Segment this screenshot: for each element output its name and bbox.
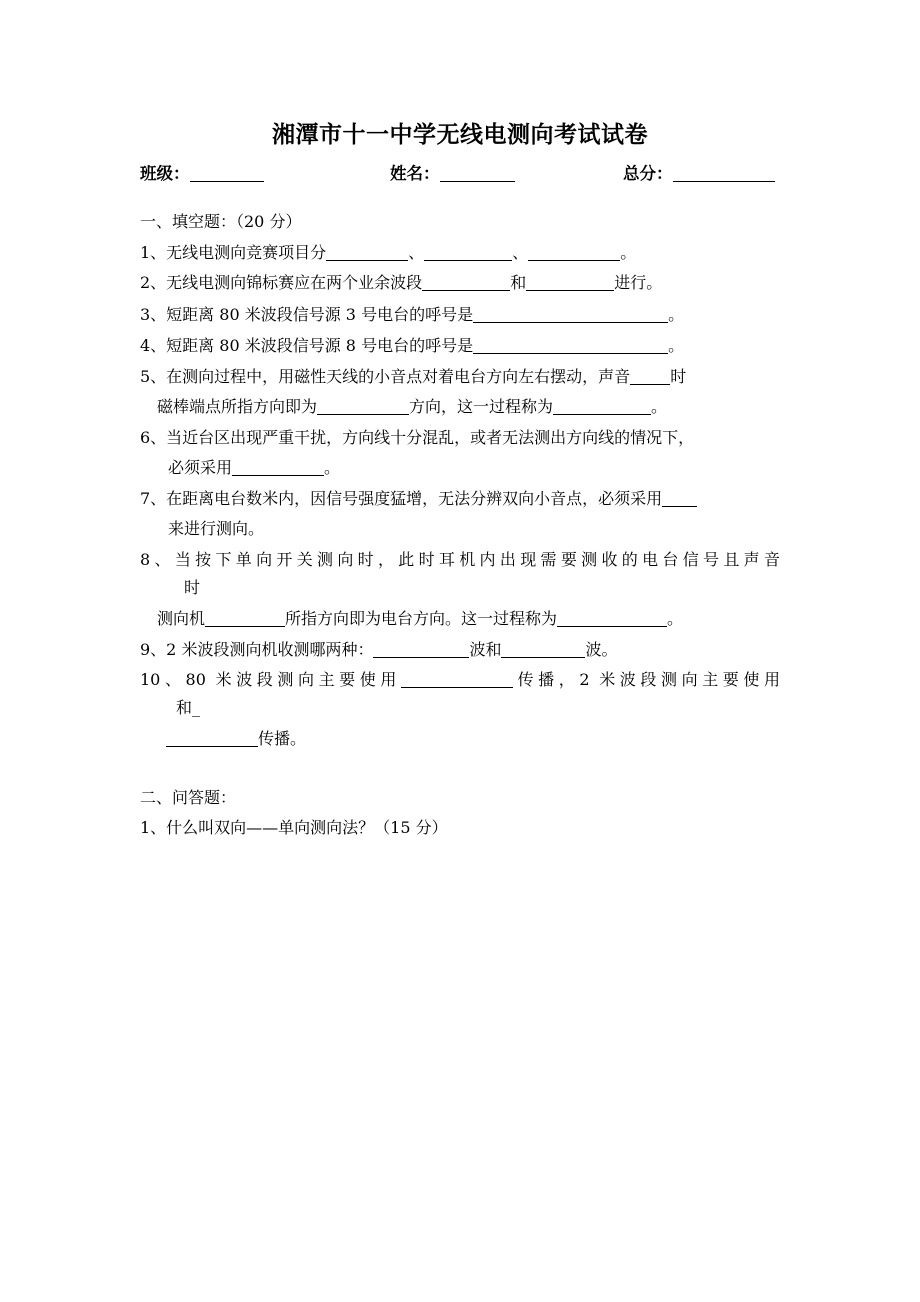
name-label: 姓名：	[390, 164, 440, 183]
question-2-text: 2、无线电测向锦标赛应在两个业余波段	[140, 273, 423, 292]
question-4	[140, 336, 684, 355]
q10-text-d: 传播。	[258, 729, 307, 748]
question-6-line-1: 6、当近台区出现严重干扰，方向线十分混乱，或者无法测出方向线的情况下，	[140, 428, 695, 447]
q10-text-b: 传播，2 米波段测向主要使用	[512, 670, 780, 689]
q5-blank-1[interactable]	[630, 368, 670, 385]
section2-heading: 二、问答题：	[140, 788, 237, 807]
question-5-line-1	[140, 367, 686, 386]
q1-sep-1: 、	[408, 243, 425, 262]
q8-blank-2[interactable]	[557, 610, 667, 627]
q6-end: 。	[324, 458, 341, 477]
q10-blank-1[interactable]	[401, 671, 513, 688]
question-5-line-2	[157, 397, 667, 416]
q1-end: 。	[620, 243, 637, 262]
question-1	[140, 243, 636, 262]
question-7-line-2: 来进行测向。	[168, 519, 265, 538]
q9-blank-1[interactable]	[373, 641, 469, 658]
question-9	[140, 640, 617, 659]
section1-heading: 一、填空题：（20 分）	[140, 212, 302, 231]
q9-blank-2[interactable]	[501, 641, 585, 658]
class-blank[interactable]	[190, 165, 264, 183]
q2-blank-1[interactable]	[422, 274, 510, 291]
question-2	[140, 273, 662, 292]
q5-blank-3[interactable]	[553, 398, 651, 415]
question-9-text: 9、2 米波段测向机收测哪两种：	[140, 640, 374, 659]
question-6-line-2	[168, 458, 340, 477]
question-3	[140, 305, 684, 324]
name-blank[interactable]	[440, 165, 515, 183]
q2-end: 进行。	[614, 273, 663, 292]
section2-question-1: 1、什么叫双向——单向测向法？（15 分）	[140, 818, 448, 837]
q1-blank-2[interactable]	[424, 244, 512, 261]
question-5-text: 5、在测向过程中，用磁性天线的小音点对着电台方向左右摆动，声音	[140, 367, 631, 386]
question-7-line-1	[140, 489, 697, 508]
q3-blank[interactable]	[473, 306, 668, 323]
page-title: 湘潭市十一中学无线电测向考试试卷	[272, 121, 648, 148]
q2-blank-2[interactable]	[526, 274, 614, 291]
question-3-text: 3、短距离 80 米波段信号源 3 号电台的呼号是	[140, 305, 474, 324]
question-10-line-3	[166, 729, 306, 748]
total-field	[623, 160, 775, 184]
question-8-line-1: 8、当按下单向开关测向时，此时耳机内出现需要测收的电台信号且声音	[140, 550, 780, 569]
total-label: 总分：	[623, 164, 673, 183]
class-field	[140, 160, 264, 184]
question-10-text: 10、80 米波段测向主要使用	[140, 670, 401, 689]
q5-blank-2[interactable]	[317, 398, 409, 415]
q5-text-c: 磁棒端点所指方向即为	[157, 397, 318, 416]
q8-text-c: 测向机	[157, 609, 206, 628]
q9-and: 波和	[469, 640, 502, 659]
question-4-text: 4、短距离 80 米波段信号源 8 号电台的呼号是	[140, 336, 474, 355]
q8-blank-1[interactable]	[205, 610, 285, 627]
total-blank[interactable]	[673, 165, 775, 183]
q8-end: 。	[667, 609, 684, 628]
q5-end: 。	[651, 397, 668, 416]
question-10-line-2: 和_	[176, 698, 201, 717]
q5-text-d: 方向，这一过程称为	[409, 397, 554, 416]
q10-blank-2[interactable]	[166, 730, 258, 747]
question-8-line-2: 时	[184, 578, 201, 597]
question-1-text: 1、无线电测向竞赛项目分	[140, 243, 327, 262]
q3-end: 。	[668, 305, 685, 324]
q9-end: 波。	[585, 640, 618, 659]
name-field	[390, 160, 515, 184]
q4-end: 。	[668, 336, 685, 355]
class-label: 班级：	[140, 164, 190, 183]
q6-blank[interactable]	[232, 459, 324, 476]
q1-blank-3[interactable]	[528, 244, 620, 261]
question-8-line-3	[157, 609, 683, 628]
q7-blank[interactable]	[662, 490, 697, 507]
q4-blank[interactable]	[473, 337, 668, 354]
q1-blank-1[interactable]	[326, 244, 408, 261]
q5-text-b: 时	[670, 367, 687, 386]
q6-text-b: 必须采用	[168, 458, 233, 477]
q2-and: 和	[510, 273, 527, 292]
question-10-line-1	[140, 670, 780, 689]
q1-sep-2: 、	[512, 243, 529, 262]
question-7-text: 7、在距离电台数米内，因信号强度猛增，无法分辨双向小音点，必须采用	[140, 489, 663, 508]
q8-text-d: 所指方向即为电台方向。这一过程称为	[285, 609, 558, 628]
